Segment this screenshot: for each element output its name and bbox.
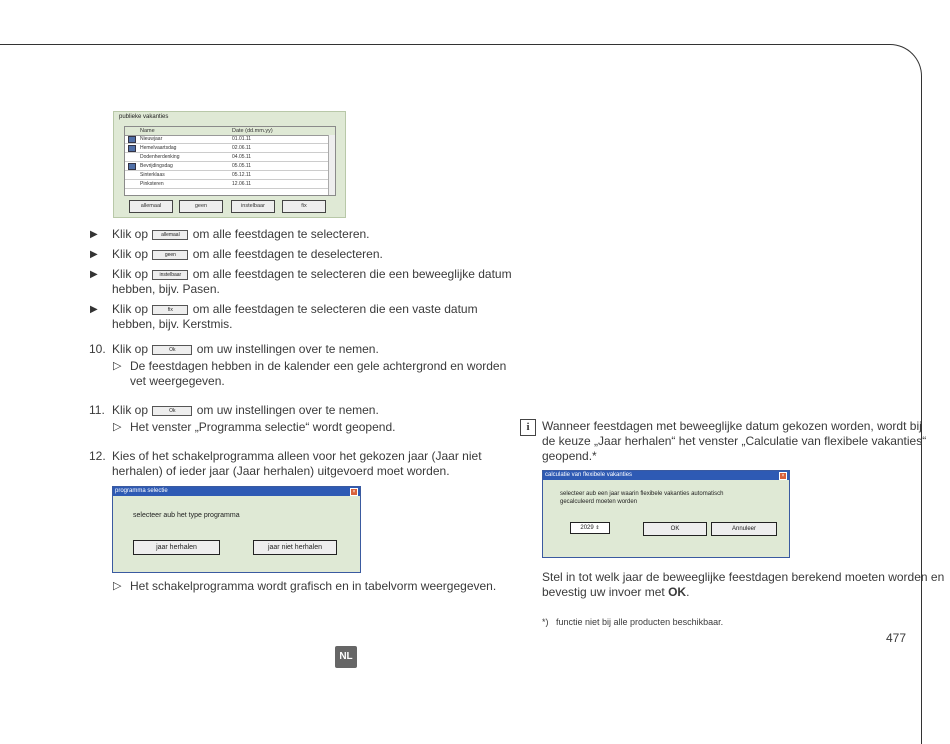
table-row <box>125 162 328 171</box>
bullet-all: Klik op allemaal om alle feestdagen te selecteren. <box>112 227 370 241</box>
bullet-arrow-icon: ▶ <box>90 269 98 280</box>
bullet-variable-cont: hebben, bijv. Pasen. <box>112 282 220 296</box>
row-name: Bevrijdingsdag <box>140 163 173 169</box>
select-fixed-button: fix <box>282 200 326 213</box>
inline-fixed-button: fix <box>152 305 188 315</box>
holidays-dialog-title: publieke vakanties <box>119 114 169 120</box>
result-arrow-icon: ▷ <box>113 360 122 372</box>
inline-none-button: geen <box>152 250 188 260</box>
result-arrow-icon: ▷ <box>113 421 122 433</box>
row-date: 05.12.11 <box>232 172 252 178</box>
row-name: Hemelvaartsdag <box>140 145 177 151</box>
close-icon: × <box>779 472 787 480</box>
bullet-fixed-cont: hebben, bijv. Kerstmis. <box>112 317 233 331</box>
calc-label-2: gecalculeerd moeten worden <box>560 499 638 505</box>
footnote-mark: *) <box>542 617 549 627</box>
flexible-holidays-window <box>542 470 790 558</box>
bullet-arrow-icon: ▶ <box>90 304 98 315</box>
window-title: calculatie van flexibele vakanties <box>545 472 633 478</box>
window-titlebar <box>113 487 360 496</box>
row-date: 02.06.11 <box>232 145 252 151</box>
col-date-header: Date (dd.mm.yy) <box>232 128 273 134</box>
table-row <box>125 135 328 144</box>
spinner-icon: ⇕ <box>595 525 600 531</box>
inline-variable-button: instelbaar <box>152 270 188 280</box>
year-value: 2029 <box>580 525 594 531</box>
row-name: Sinterklaas <box>140 172 165 178</box>
bottom-line2: bevestig uw invoer met OK. <box>542 585 690 599</box>
ok-button: OK <box>643 522 707 536</box>
program-selection-window <box>112 486 361 573</box>
step12-result: Het schakelprogramma wordt grafisch en in tabelvorm weergegeven. <box>130 579 497 593</box>
close-icon: × <box>350 488 358 496</box>
bullet-arrow-icon: ▶ <box>90 249 98 260</box>
select-all-button: allemaal <box>129 200 173 213</box>
cancel-button: Annuleer <box>711 522 777 536</box>
step11-text: Klik op Ok om uw instellingen over te nemen. <box>112 403 379 417</box>
calc-label-1: selecteer aub een jaar waarin flexibele vakanties automatisch <box>560 491 724 497</box>
bullet-arrow-icon: ▶ <box>90 229 98 240</box>
table-row <box>125 180 328 189</box>
row-name: Nieuwjaar <box>140 136 163 142</box>
table-scrollbar <box>328 135 335 195</box>
table-row <box>125 153 328 162</box>
step-number: 12. <box>89 449 106 463</box>
page-number: 477 <box>886 631 907 645</box>
select-variable-button: instelbaar <box>231 200 275 213</box>
checkbox-icon <box>128 145 136 152</box>
inline-ok-button: Ok <box>152 345 192 355</box>
info-icon: i <box>520 419 536 436</box>
inline-all-button: allemaal <box>152 230 188 240</box>
program-type-label: selecteer aub het type programma <box>133 512 240 519</box>
step-number: 11. <box>89 403 105 417</box>
row-name: Dodenherdenking <box>140 154 180 160</box>
row-date: 12.06.11 <box>232 181 252 187</box>
step10-result-1: De feestdagen hebben in de kalender een gele achtergrond en worden <box>130 359 507 373</box>
step11-result: Het venster „Programma selectie“ wordt geopend. <box>130 420 396 434</box>
row-name: Pinksteren <box>140 181 164 187</box>
footnote-text: functie niet bij alle producten beschikbaar. <box>556 617 724 627</box>
checkbox-icon <box>128 163 136 170</box>
repeat-year-button: jaar herhalen <box>133 540 220 555</box>
row-date: 05.05.11 <box>232 163 252 169</box>
bullet-fixed: Klik op fix om alle feestdagen te selecteren die een vaste datum <box>112 302 478 316</box>
table-row <box>125 144 328 153</box>
inline-ok-button: Ok <box>152 406 192 416</box>
window-title: programma selectie <box>115 488 168 494</box>
checkbox-icon <box>128 136 136 143</box>
bottom-line1: Stel in tot welk jaar de beweeglijke feestdagen berekend moeten worden en <box>542 570 945 584</box>
row-date: 01.01.11 <box>232 136 252 142</box>
table-row <box>125 171 328 180</box>
step10-result-2: vet weergegeven. <box>130 374 225 388</box>
info-line1: Wanneer feestdagen met beweeglijke datum gekozen worden, wordt bij <box>542 419 922 433</box>
language-badge: NL <box>335 646 357 668</box>
info-line2: de keuze „Jaar herhalen“ het venster „Calculatie van flexibele vakanties“ <box>542 434 927 448</box>
window-titlebar <box>543 471 789 480</box>
result-arrow-icon: ▷ <box>113 580 122 592</box>
holidays-dialog-screenshot <box>113 111 346 218</box>
row-date: 04.05.11 <box>232 154 252 160</box>
col-name-header: Name <box>140 128 155 134</box>
info-line3: geopend.* <box>542 449 597 463</box>
holidays-table <box>124 126 336 196</box>
step12-line2: herhalen) of ieder jaar (Jaar herhalen) uitgevoerd moet worden. <box>112 464 450 478</box>
step10-text: Klik op Ok om uw instellingen over te nemen. <box>112 342 379 356</box>
step12-line1: Kies of het schakelprogramma alleen voor het gekozen jaar (Jaar niet <box>112 449 482 463</box>
select-none-button: geen <box>179 200 223 213</box>
bullet-none: Klik op geen om alle feestdagen te deselecteren. <box>112 247 383 261</box>
no-repeat-year-button: jaar niet herhalen <box>253 540 337 555</box>
step-number: 10. <box>89 342 106 356</box>
bullet-variable: Klik op instelbaar om alle feestdagen te selecteren die een beweeglijke datum <box>112 267 512 281</box>
year-stepper <box>570 522 610 534</box>
